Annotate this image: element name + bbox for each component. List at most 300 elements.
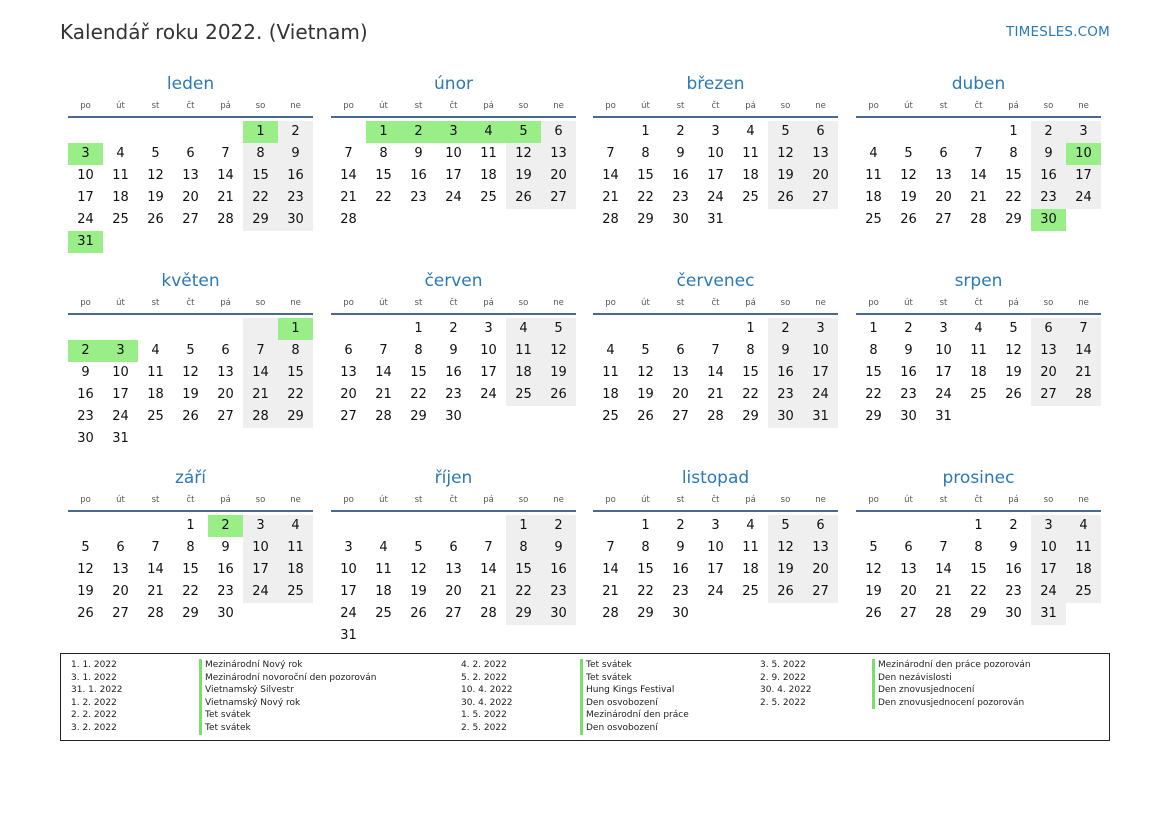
day-cell: 30 bbox=[1005, 606, 1022, 621]
empty-cell bbox=[436, 625, 471, 647]
empty-cell bbox=[471, 625, 506, 647]
weekday-label: po bbox=[343, 495, 354, 505]
day-cell: 9 bbox=[1009, 540, 1018, 555]
legend-holiday-name: Vietnamský Silvestr bbox=[199, 684, 376, 697]
empty-cell bbox=[68, 121, 103, 143]
empty-cell bbox=[68, 318, 103, 340]
empty-cell bbox=[68, 515, 103, 537]
day-grid bbox=[68, 318, 313, 450]
day-cell: 18 bbox=[375, 584, 392, 599]
empty-cell bbox=[1066, 603, 1101, 625]
day-cell: 24 bbox=[707, 584, 724, 599]
day-cell: 13 bbox=[1031, 340, 1066, 362]
day-cell: 16 bbox=[1031, 165, 1066, 187]
weekday-label: čt bbox=[711, 495, 720, 505]
day-cell: 29 bbox=[1005, 212, 1022, 227]
day-cell: 24 bbox=[935, 387, 952, 402]
legend-name-column bbox=[872, 659, 1031, 709]
day-cell: 13 bbox=[340, 365, 357, 380]
day-cell: 29 bbox=[865, 409, 882, 424]
holiday-day-cell: 31 bbox=[68, 231, 103, 253]
weekday-label: čt bbox=[711, 298, 720, 308]
legend-holiday-name: Den znovusjednocení bbox=[872, 684, 1031, 697]
legend-holiday-name: Den osvobození bbox=[580, 722, 689, 735]
day-cell: 18 bbox=[742, 562, 759, 577]
day-cell: 28 bbox=[340, 212, 357, 227]
legend-holiday-name: Vietnamský Nový rok bbox=[199, 697, 376, 710]
day-cell: 5 bbox=[768, 515, 803, 537]
day-cell: 10 bbox=[480, 343, 497, 358]
day-cell: 9 bbox=[221, 540, 230, 555]
day-cell: 12 bbox=[637, 365, 654, 380]
weekday-header bbox=[856, 490, 1101, 512]
day-cell: 4 bbox=[151, 343, 160, 358]
weekday-label: ne bbox=[815, 101, 826, 111]
weekday-label: po bbox=[868, 101, 879, 111]
month-name: srpen bbox=[954, 271, 1003, 291]
month-name: leden bbox=[166, 74, 215, 94]
weekday-label: čt bbox=[186, 495, 195, 505]
day-cell: 8 bbox=[506, 537, 541, 559]
day-cell: 4 bbox=[506, 318, 541, 340]
day-cell: 13 bbox=[900, 562, 917, 577]
empty-cell bbox=[401, 209, 436, 231]
day-cell: 17 bbox=[707, 168, 724, 183]
day-cell: 28 bbox=[243, 406, 278, 428]
weekday-label: ne bbox=[1078, 495, 1089, 505]
empty-cell bbox=[138, 121, 173, 143]
empty-cell bbox=[593, 318, 628, 340]
day-cell: 30 bbox=[217, 606, 234, 621]
site-brand-link[interactable]: TIMESLES.COM bbox=[1006, 24, 1110, 40]
day-cell: 13 bbox=[217, 365, 234, 380]
legend-date: 2. 5. 2022 bbox=[461, 722, 507, 733]
legend-date: 3. 2. 2022 bbox=[71, 722, 117, 733]
day-cell: 27 bbox=[182, 212, 199, 227]
weekday-label: ne bbox=[553, 101, 564, 111]
day-cell: 25 bbox=[506, 384, 541, 406]
empty-cell bbox=[1031, 406, 1066, 428]
day-cell: 25 bbox=[970, 387, 987, 402]
legend-holiday-name: Mezinárodní Nový rok bbox=[199, 659, 376, 672]
day-cell: 3 bbox=[344, 540, 353, 555]
day-cell: 25 bbox=[147, 409, 164, 424]
holiday-day-cell: 3 bbox=[436, 121, 471, 143]
month-listopad bbox=[593, 466, 838, 625]
legend-holiday-name: Tet svátek bbox=[580, 672, 689, 685]
day-cell: 8 bbox=[974, 540, 983, 555]
day-cell: 29 bbox=[506, 603, 541, 625]
day-cell: 8 bbox=[1009, 146, 1018, 161]
empty-cell bbox=[471, 209, 506, 231]
day-cell: 5 bbox=[641, 343, 650, 358]
month-name: duben bbox=[951, 74, 1006, 94]
day-cell: 20 bbox=[935, 190, 952, 205]
day-cell: 20 bbox=[182, 190, 199, 205]
weekday-label: po bbox=[80, 298, 91, 308]
weekday-label: út bbox=[641, 101, 650, 111]
empty-cell bbox=[996, 406, 1031, 428]
day-cell: 7 bbox=[379, 343, 388, 358]
day-cell: 14 bbox=[340, 168, 357, 183]
day-cell: 26 bbox=[768, 581, 803, 603]
day-cell: 8 bbox=[186, 540, 195, 555]
day-cell: 15 bbox=[243, 165, 278, 187]
day-cell: 12 bbox=[768, 537, 803, 559]
day-cell: 8 bbox=[746, 343, 755, 358]
day-cell: 28 bbox=[480, 606, 497, 621]
day-cell: 15 bbox=[637, 168, 654, 183]
day-cell: 14 bbox=[602, 562, 619, 577]
empty-cell bbox=[138, 515, 173, 537]
empty-cell bbox=[173, 231, 208, 253]
day-cell: 19 bbox=[147, 190, 164, 205]
legend-date: 2. 2. 2022 bbox=[71, 710, 117, 721]
day-cell: 12 bbox=[182, 365, 199, 380]
empty-cell bbox=[173, 121, 208, 143]
empty-cell bbox=[366, 515, 401, 537]
month-duben bbox=[856, 72, 1101, 231]
empty-cell bbox=[961, 121, 996, 143]
weekday-label: po bbox=[343, 101, 354, 111]
weekday-label: ne bbox=[815, 495, 826, 505]
day-cell: 9 bbox=[81, 365, 90, 380]
day-cell: 4 bbox=[869, 146, 878, 161]
day-cell: 17 bbox=[480, 365, 497, 380]
weekday-label: pá bbox=[745, 495, 756, 505]
day-cell: 19 bbox=[77, 584, 94, 599]
day-cell: 7 bbox=[243, 340, 278, 362]
day-cell: 8 bbox=[243, 143, 278, 165]
day-cell: 21 bbox=[217, 190, 234, 205]
day-cell: 11 bbox=[970, 343, 987, 358]
day-cell: 30 bbox=[768, 406, 803, 428]
empty-cell bbox=[593, 515, 628, 537]
day-cell: 27 bbox=[340, 409, 357, 424]
empty-cell bbox=[733, 603, 768, 625]
day-cell: 26 bbox=[865, 606, 882, 621]
weekday-label: pá bbox=[483, 298, 494, 308]
weekday-label: út bbox=[379, 101, 388, 111]
day-cell: 13 bbox=[803, 537, 838, 559]
day-cell: 6 bbox=[221, 343, 230, 358]
day-cell: 26 bbox=[637, 409, 654, 424]
weekday-header bbox=[68, 293, 313, 315]
weekday-label: pá bbox=[220, 298, 231, 308]
day-cell: 23 bbox=[900, 387, 917, 402]
weekday-label: st bbox=[676, 298, 685, 308]
weekday-header bbox=[331, 96, 576, 118]
legend-holiday-name: Tet svátek bbox=[580, 659, 689, 672]
day-cell: 27 bbox=[672, 409, 689, 424]
legend-date: 3. 1. 2022 bbox=[71, 672, 117, 683]
day-cell: 20 bbox=[445, 584, 462, 599]
weekday-label: út bbox=[904, 101, 913, 111]
empty-cell bbox=[733, 209, 768, 231]
weekday-label: st bbox=[939, 101, 948, 111]
month-name: červen bbox=[424, 271, 483, 291]
day-cell: 19 bbox=[1005, 365, 1022, 380]
holiday-day-cell: 10 bbox=[1066, 143, 1101, 165]
holiday-day-cell: 30 bbox=[1031, 209, 1066, 231]
weekday-label: čt bbox=[449, 495, 458, 505]
empty-cell bbox=[208, 318, 243, 340]
weekday-label: pá bbox=[1008, 101, 1019, 111]
holiday-legend bbox=[60, 653, 1110, 741]
day-cell: 18 bbox=[278, 559, 313, 581]
day-cell: 24 bbox=[803, 384, 838, 406]
weekday-header bbox=[331, 490, 576, 512]
day-cell: 30 bbox=[541, 603, 576, 625]
weekday-label: so bbox=[1043, 495, 1054, 505]
day-cell: 9 bbox=[414, 146, 423, 161]
weekday-label: st bbox=[414, 495, 423, 505]
empty-cell bbox=[243, 603, 278, 625]
day-cell: 5 bbox=[768, 121, 803, 143]
day-cell: 16 bbox=[900, 365, 917, 380]
empty-cell bbox=[331, 515, 366, 537]
day-cell: 25 bbox=[742, 584, 759, 599]
day-cell: 26 bbox=[182, 409, 199, 424]
day-cell: 29 bbox=[637, 606, 654, 621]
day-cell: 13 bbox=[112, 562, 129, 577]
empty-cell bbox=[103, 515, 138, 537]
day-cell: 14 bbox=[375, 365, 392, 380]
day-cell: 26 bbox=[768, 187, 803, 209]
weekday-label: út bbox=[904, 495, 913, 505]
legend-holiday-name: Mezinárodní den práce bbox=[580, 709, 689, 722]
day-cell: 14 bbox=[935, 562, 952, 577]
day-cell: 10 bbox=[803, 340, 838, 362]
day-cell: 19 bbox=[768, 559, 803, 581]
day-cell: 6 bbox=[541, 121, 576, 143]
day-cell: 23 bbox=[541, 581, 576, 603]
month-prosinec bbox=[856, 466, 1101, 625]
weekday-label: so bbox=[255, 298, 266, 308]
day-cell: 7 bbox=[939, 540, 948, 555]
day-grid bbox=[68, 515, 313, 625]
day-cell: 25 bbox=[375, 606, 392, 621]
weekday-label: ne bbox=[290, 101, 301, 111]
weekday-label: čt bbox=[449, 298, 458, 308]
day-cell: 2 bbox=[449, 321, 458, 336]
day-cell: 8 bbox=[641, 540, 650, 555]
day-cell: 13 bbox=[803, 143, 838, 165]
day-cell: 2 bbox=[278, 121, 313, 143]
day-cell: 22 bbox=[637, 584, 654, 599]
day-cell: 23 bbox=[217, 584, 234, 599]
day-cell: 24 bbox=[340, 606, 357, 621]
day-cell: 7 bbox=[484, 540, 493, 555]
day-cell: 31 bbox=[1031, 603, 1066, 625]
day-cell: 23 bbox=[1031, 187, 1066, 209]
day-cell: 24 bbox=[77, 212, 94, 227]
day-grid bbox=[593, 121, 838, 231]
day-cell: 24 bbox=[707, 190, 724, 205]
legend-date: 2. 5. 2022 bbox=[760, 697, 806, 708]
day-cell: 29 bbox=[742, 409, 759, 424]
day-cell: 2 bbox=[676, 124, 685, 139]
weekday-label: so bbox=[255, 495, 266, 505]
weekday-header bbox=[856, 96, 1101, 118]
empty-cell bbox=[278, 428, 313, 450]
day-cell: 17 bbox=[1031, 559, 1066, 581]
legend-holiday-name: Mezinárodní den práce pozorován bbox=[872, 659, 1031, 672]
day-cell: 30 bbox=[77, 431, 94, 446]
legend-date: 1. 1. 2022 bbox=[71, 660, 117, 670]
empty-cell bbox=[138, 231, 173, 253]
day-cell: 9 bbox=[904, 343, 913, 358]
day-cell: 12 bbox=[410, 562, 427, 577]
day-cell: 24 bbox=[1031, 581, 1066, 603]
day-cell: 25 bbox=[865, 212, 882, 227]
weekday-label: út bbox=[641, 495, 650, 505]
day-cell: 2 bbox=[768, 318, 803, 340]
month-name: únor bbox=[434, 74, 473, 94]
empty-cell bbox=[593, 121, 628, 143]
day-cell: 15 bbox=[182, 562, 199, 577]
day-cell: 6 bbox=[939, 146, 948, 161]
day-cell: 17 bbox=[935, 365, 952, 380]
empty-cell bbox=[331, 121, 366, 143]
weekday-label: út bbox=[379, 298, 388, 308]
day-cell: 28 bbox=[970, 212, 987, 227]
day-cell: 30 bbox=[278, 209, 313, 231]
day-cell: 22 bbox=[278, 384, 313, 406]
empty-cell bbox=[961, 406, 996, 428]
day-cell: 16 bbox=[768, 362, 803, 384]
day-cell: 11 bbox=[147, 365, 164, 380]
day-grid bbox=[331, 121, 576, 231]
legend-date-column bbox=[760, 659, 812, 709]
day-cell: 30 bbox=[672, 212, 689, 227]
day-cell: 11 bbox=[375, 562, 392, 577]
day-cell: 14 bbox=[147, 562, 164, 577]
day-cell: 11 bbox=[742, 146, 759, 161]
day-cell: 17 bbox=[77, 190, 94, 205]
holiday-day-cell: 3 bbox=[103, 340, 138, 362]
day-cell: 22 bbox=[742, 387, 759, 402]
day-cell: 21 bbox=[935, 584, 952, 599]
day-cell: 31 bbox=[935, 409, 952, 424]
day-cell: 22 bbox=[375, 190, 392, 205]
day-cell: 22 bbox=[1005, 190, 1022, 205]
weekday-label: ne bbox=[1078, 298, 1089, 308]
day-cell: 10 bbox=[707, 146, 724, 161]
day-grid bbox=[593, 515, 838, 625]
day-cell: 8 bbox=[379, 146, 388, 161]
day-cell: 5 bbox=[869, 540, 878, 555]
empty-cell bbox=[436, 209, 471, 231]
legend-date-column bbox=[461, 659, 513, 735]
empty-cell bbox=[471, 406, 506, 428]
day-cell: 1 bbox=[869, 321, 878, 336]
day-grid bbox=[68, 121, 313, 253]
day-cell: 27 bbox=[803, 187, 838, 209]
day-cell: 19 bbox=[768, 165, 803, 187]
month-leden bbox=[68, 72, 313, 253]
holiday-day-cell: 5 bbox=[506, 121, 541, 143]
day-cell: 14 bbox=[243, 362, 278, 384]
day-cell: 14 bbox=[970, 168, 987, 183]
empty-cell bbox=[173, 318, 208, 340]
day-cell: 5 bbox=[904, 146, 913, 161]
day-cell: 5 bbox=[186, 343, 195, 358]
day-cell: 13 bbox=[672, 365, 689, 380]
weekday-label: st bbox=[939, 495, 948, 505]
day-cell: 12 bbox=[541, 340, 576, 362]
legend-date: 1. 2. 2022 bbox=[71, 697, 117, 708]
empty-cell bbox=[1066, 209, 1101, 231]
day-cell: 26 bbox=[410, 606, 427, 621]
legend-date: 2. 9. 2022 bbox=[760, 672, 806, 683]
day-cell: 7 bbox=[606, 146, 615, 161]
day-cell: 23 bbox=[672, 190, 689, 205]
day-cell: 19 bbox=[900, 190, 917, 205]
day-cell: 18 bbox=[506, 362, 541, 384]
day-cell: 13 bbox=[182, 168, 199, 183]
weekday-label: po bbox=[868, 298, 879, 308]
empty-cell bbox=[138, 428, 173, 450]
legend-holiday-name: Mezinárodní novoroční den pozorován bbox=[199, 672, 376, 685]
day-cell: 12 bbox=[900, 168, 917, 183]
weekday-label: út bbox=[641, 298, 650, 308]
empty-cell bbox=[768, 603, 803, 625]
weekday-label: ne bbox=[815, 298, 826, 308]
weekday-label: ne bbox=[553, 495, 564, 505]
day-cell: 14 bbox=[602, 168, 619, 183]
empty-cell bbox=[663, 318, 698, 340]
legend-holiday-name: Hung Kings Festival bbox=[580, 684, 689, 697]
day-cell: 19 bbox=[506, 165, 541, 187]
month-říjen bbox=[331, 466, 576, 647]
day-cell: 6 bbox=[186, 146, 195, 161]
empty-cell bbox=[401, 625, 436, 647]
day-cell: 6 bbox=[803, 121, 838, 143]
day-cell: 27 bbox=[217, 409, 234, 424]
day-cell: 28 bbox=[935, 606, 952, 621]
day-cell: 4 bbox=[606, 343, 615, 358]
day-cell: 7 bbox=[606, 540, 615, 555]
day-cell: 10 bbox=[1031, 537, 1066, 559]
weekday-label: so bbox=[1043, 101, 1054, 111]
day-cell: 21 bbox=[243, 384, 278, 406]
day-cell: 27 bbox=[935, 212, 952, 227]
day-cell: 2 bbox=[541, 515, 576, 537]
day-cell: 15 bbox=[410, 365, 427, 380]
day-cell: 6 bbox=[116, 540, 125, 555]
empty-cell bbox=[768, 209, 803, 231]
day-cell: 1 bbox=[974, 518, 983, 533]
empty-cell bbox=[856, 515, 891, 537]
day-cell: 27 bbox=[1031, 384, 1066, 406]
day-cell: 12 bbox=[147, 168, 164, 183]
day-cell: 24 bbox=[445, 190, 462, 205]
legend-name-column bbox=[580, 659, 689, 735]
day-cell: 17 bbox=[340, 584, 357, 599]
day-cell: 22 bbox=[243, 187, 278, 209]
day-cell: 4 bbox=[379, 540, 388, 555]
weekday-label: út bbox=[116, 298, 125, 308]
day-cell: 26 bbox=[900, 212, 917, 227]
day-cell: 20 bbox=[217, 387, 234, 402]
holiday-day-cell: 2 bbox=[208, 515, 243, 537]
weekday-label: so bbox=[518, 298, 529, 308]
weekday-label: so bbox=[518, 101, 529, 111]
day-cell: 8 bbox=[641, 146, 650, 161]
holiday-day-cell: 1 bbox=[278, 318, 313, 340]
weekday-label: čt bbox=[186, 298, 195, 308]
